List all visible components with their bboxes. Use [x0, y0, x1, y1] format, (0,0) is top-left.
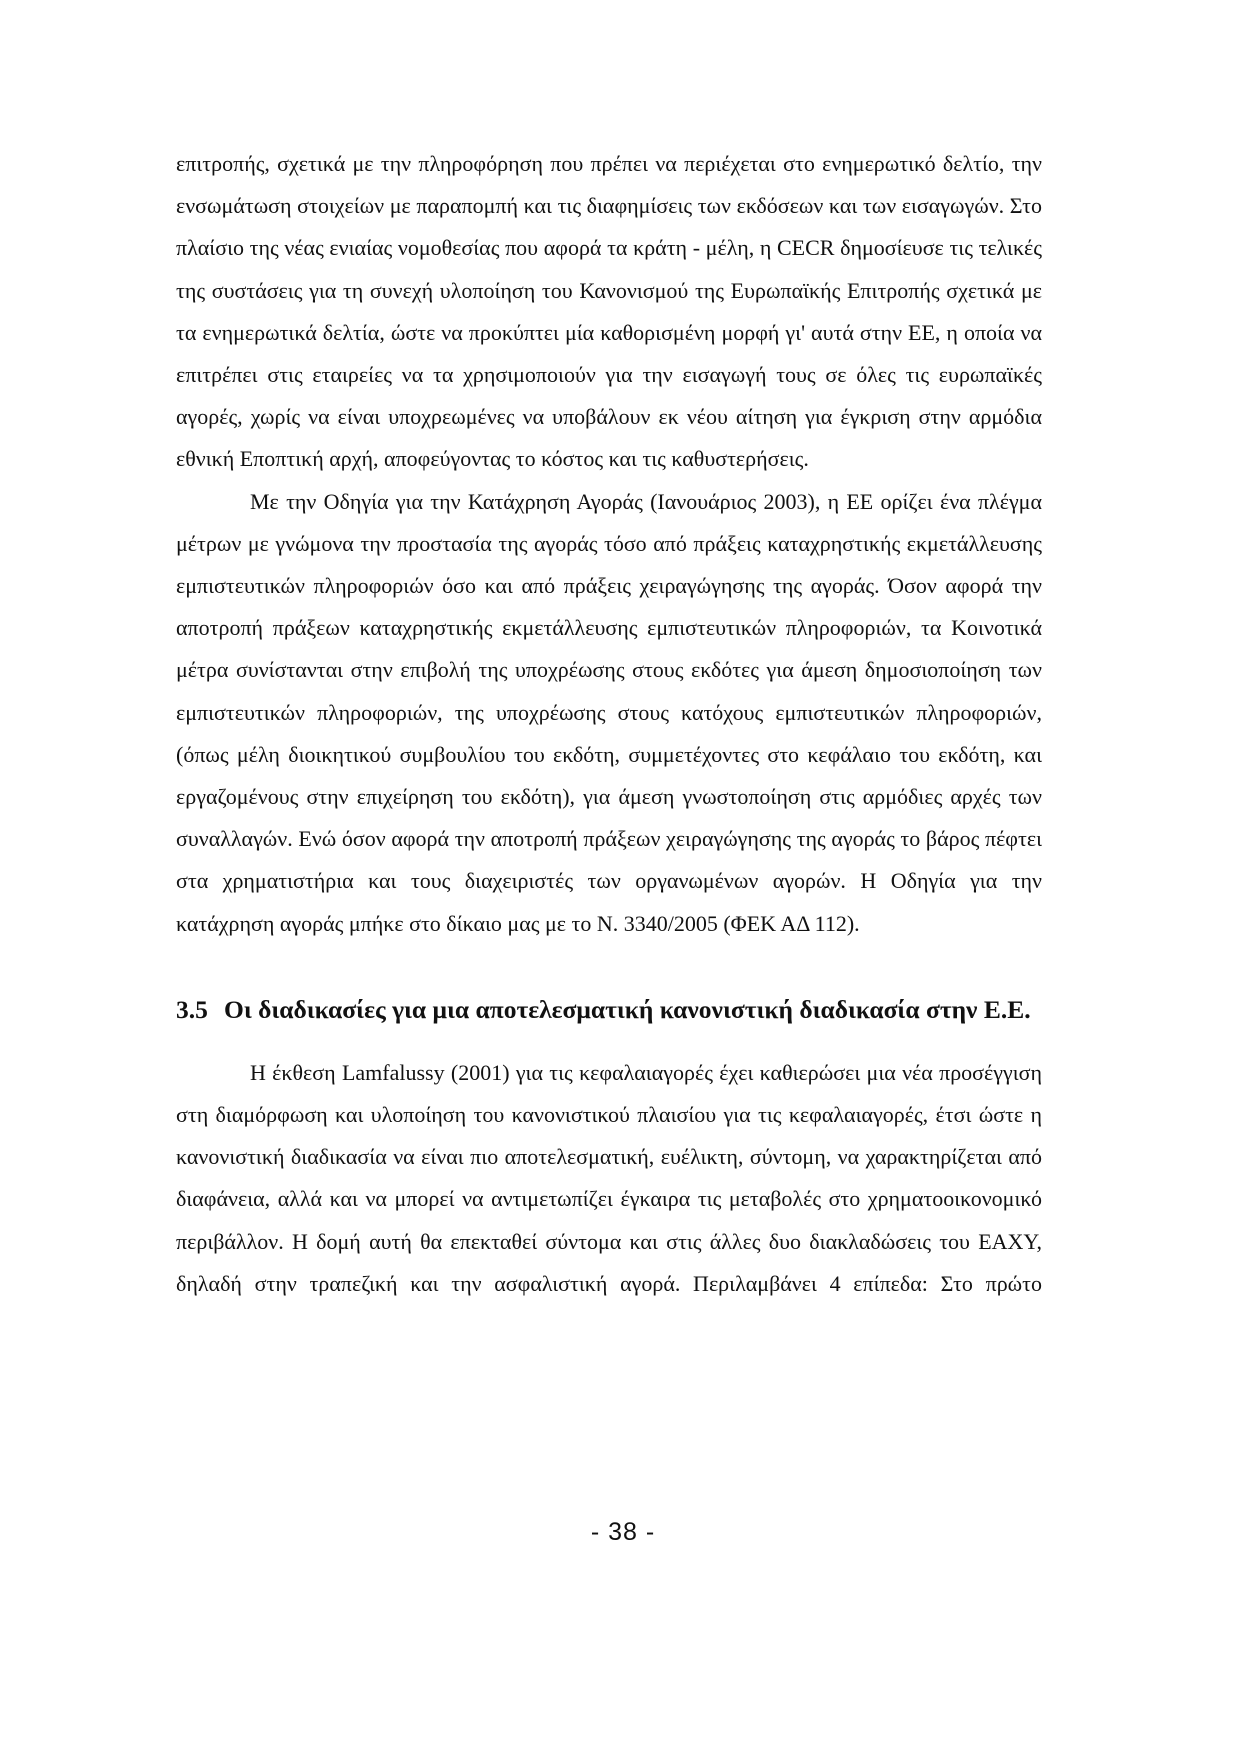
section-heading [176, 992, 1042, 1027]
section-number: 3.5 [176, 994, 208, 1024]
page-number: - 38 - [590, 1518, 656, 1546]
section-title: Οι διαδικασίες για μια αποτελεσματική κανονιστική διαδικασία στην Ε.Ε. [224, 994, 1031, 1024]
body-paragraph: επιτροπής, σχετικά με την πληροφόρηση που πρέπει να περιέχεται στο ενημερωτικό δελτίο, την ενσωμάτωση στοιχείων με παραπομπή και τις διαφημίσεις των εκδόσεων και των εισαγωγών. Στο πλαίσιο της νέας ενιαίας νομοθεσίας που αφορά τα κράτη - μέλη, η CECR δημοσίευσε τις τελικές της συστάσεις για τη συνεχή υλοποίηση του Κανονισμού της Ευρωπαϊκής Επιτροπής σχετικά με τα ενημερωτικά δελτία, ώστε να προκύπτει μία καθορισμένη μορφή γι' αυτά στην ΕΕ, η οποία να επιτρέπει στις εταιρείες να τα χρησιμοποιούν για την εισαγωγή τους σε όλες τις ευρωπαϊκές αγορές, χωρίς να είναι υποχρεωμένες να υποβάλουν εκ νέου αίτηση για έγκριση στην αρμόδια εθνική Εποπτική αρχή, αποφεύγοντας το κόστος και τις καθυστερήσεις. [176, 151, 1042, 472]
body-paragraph: Με την Οδηγία για την Κατάχρηση Αγοράς (Ιανουάριος 2003), η ΕΕ ορίζει ένα πλέγμα μέτρων με γνώμονα την προστασία της αγοράς τόσο από πράξεις καταχρηστικής εκμετάλλευσης εμπιστευτικών πληροφοριών όσο και από πράξεις χειραγώγησης της αγοράς. Όσον αφορά την αποτροπή πράξεων καταχρηστικής εκμετάλλευσης εμπιστευτικών πληροφοριών, τα Κοινοτικά μέτρα συνίστανται στην επιβολή της υποχρέωσης στους εκδότες για άμεση δημοσιοποίηση των εμπιστευτικών πληροφοριών, της υποχρέωσης στους κατόχους εμπιστευτικών πληροφοριών, (όπως μέλη διοικητικού συμβουλίου του εκδότη, συμμετέχοντες στο κεφάλαιο του εκδότη, και εργαζομένους στην επιχείρηση του εκδότη), για άμεση γνωστοποίηση στις αρμόδιες αρχές των συναλλαγών. Ενώ όσον αφορά την αποτροπή πράξεων χειραγώγησης της αγοράς το βάρος πέφτει στα χρηματιστήρια και τους διαχειριστές των οργανωμένων αγορών. Η Οδηγία για την κατάχρηση αγοράς μπήκε στο δίκαιο μας με το Ν. 3340/2005 (ΦΕΚ ΑΔ 112). [176, 488, 1042, 936]
page-content [176, 143, 1042, 1305]
body-paragraph: Η έκθεση Lamfalussy (2001) για τις κεφαλαιαγορές έχει καθιερώσει μια νέα προσέγγιση στη διαμόρφωση και υλοποίηση του κανονιστικού πλαισίου για τις κεφαλαιαγορές, έτσι ώστε η κανονιστική διαδικασία να είναι πιο αποτελεσματική, ευέλικτη, σύντομη, να χαρακτηρίζεται από διαφάνεια, αλλά και να μπορεί να αντιμετωπίζει έγκαιρα τις μεταβολές στο χρηματοοικονομικό περιβάλλον. Η δομή αυτή θα επεκταθεί σύντομα και στις άλλες δυο διακλαδώσεις του ΕΑΧΥ, δηλαδή στην τραπεζική και την ασφαλιστική αγορά. Περιλαμβάνει 4 επίπεδα: Στο πρώτο [176, 1059, 1042, 1296]
